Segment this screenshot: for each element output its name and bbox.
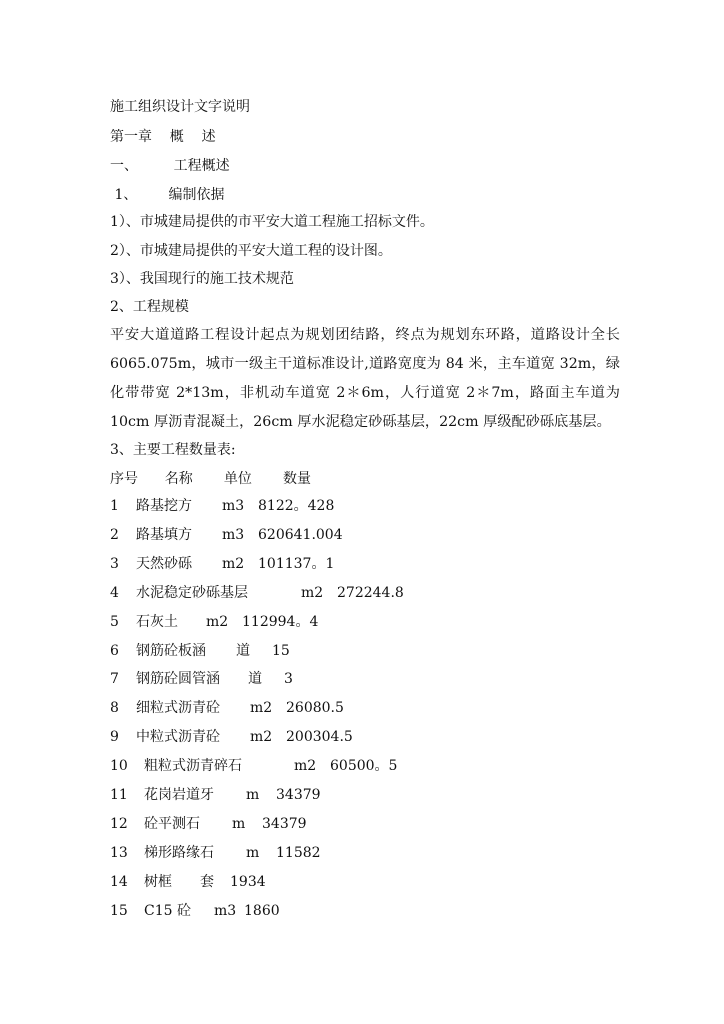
table-row xyxy=(110,497,334,515)
row-item-name: 中粒式沥青砼 xyxy=(136,729,220,745)
row-quantity: 11582 xyxy=(276,845,321,861)
table-row xyxy=(110,786,321,804)
row-item-name: C15 砼 xyxy=(144,903,191,919)
row-quantity: 15 xyxy=(272,643,290,659)
row-quantity: 1934 xyxy=(230,874,266,890)
row-quantity: 112994。4 xyxy=(242,614,319,630)
row-unit: m3 xyxy=(214,903,237,919)
table-row xyxy=(110,642,290,660)
row-number: 9 xyxy=(110,729,119,745)
row-quantity: 101137。1 xyxy=(258,556,335,572)
table-row xyxy=(110,584,404,602)
basis-item: 1）、市城建局提供的市平安大道工程施工招标文件。 xyxy=(110,214,434,230)
row-item-name: 树框 xyxy=(144,874,172,890)
row-unit: m2 xyxy=(250,700,273,716)
row-item-name: 粗粒式沥青碎石 xyxy=(144,758,242,774)
row-number: 8 xyxy=(110,700,119,716)
row-quantity: 60500。5 xyxy=(330,758,398,774)
row-quantity: 34379 xyxy=(262,816,307,832)
subsection-heading-quantities: 3、主要工程数量表: xyxy=(110,442,236,458)
row-quantity: 26080.5 xyxy=(286,700,344,716)
row-unit: m xyxy=(232,816,246,832)
row-unit: 套 xyxy=(200,874,214,890)
row-number: 1 xyxy=(110,498,119,514)
row-unit: m2 xyxy=(206,614,229,630)
row-number: 13 xyxy=(110,845,128,861)
table-row xyxy=(110,699,344,717)
row-number: 12 xyxy=(110,816,128,832)
row-item-name: 细粒式沥青砼 xyxy=(136,700,220,716)
row-item-name: 路基挖方 xyxy=(136,498,192,514)
table-row xyxy=(110,728,353,746)
row-item-name: 花岗岩道牙 xyxy=(144,787,214,803)
row-unit: m2 xyxy=(301,585,324,601)
row-number: 4 xyxy=(110,585,119,601)
scale-paragraph: 平安大道道路工程设计起点为规划团结路，终点为规划东环路，道路设计全长6065.075m，城市一级主干道标准设计,道路宽度为 84 米，主车道宽 32m，绿化带带宽 2*13m，非机动车道宽 2＊6m，人行道宽 2＊7m，路面主车道为10cm 厚沥青混凝土，26cm 厚水泥稳定砂砾基层，22cm 厚级配砂砾底基层。 xyxy=(110,327,620,430)
basis-item: 3）、我国现行的施工技术规范 xyxy=(110,271,294,287)
subsection-heading-basis: 1、 编制依据 xyxy=(110,187,225,203)
table-row xyxy=(110,613,318,631)
row-unit: m2 xyxy=(250,729,273,745)
row-number: 10 xyxy=(110,758,128,774)
document-title: 施工组织设计文字说明 xyxy=(110,99,250,115)
row-quantity: 3 xyxy=(284,671,293,687)
row-item-name: 砼平测石 xyxy=(144,816,200,832)
row-number: 15 xyxy=(110,903,128,919)
table-row xyxy=(110,670,293,688)
row-unit: 道 xyxy=(236,643,250,659)
row-quantity: 200304.5 xyxy=(286,729,353,745)
table-row xyxy=(110,873,266,891)
row-unit: m xyxy=(246,845,260,861)
row-number: 11 xyxy=(110,787,128,803)
table-row xyxy=(110,844,321,862)
row-item-name: 钢筋砼板涵 xyxy=(136,643,206,659)
basis-item: 2）、市城建局提供的平安大道工程的设计图。 xyxy=(110,243,392,259)
row-item-name: 梯形路缘石 xyxy=(144,845,214,861)
row-item-name: 天然砂砾 xyxy=(136,556,192,572)
row-quantity: 8122。428 xyxy=(258,498,335,514)
row-unit: m2 xyxy=(222,556,245,572)
row-quantity: 34379 xyxy=(276,787,321,803)
row-number: 3 xyxy=(110,556,119,572)
row-number: 2 xyxy=(110,527,119,543)
row-item-name: 路基填方 xyxy=(136,527,192,543)
row-unit: m3 xyxy=(222,498,245,514)
row-quantity: 272244.8 xyxy=(337,585,404,601)
table-row xyxy=(110,526,343,544)
row-number: 7 xyxy=(110,671,119,687)
row-number: 14 xyxy=(110,874,128,890)
row-unit: m3 xyxy=(222,527,245,543)
row-unit: 道 xyxy=(248,671,262,687)
row-unit: m xyxy=(246,787,260,803)
row-unit: m2 xyxy=(294,758,317,774)
row-item-name: 钢筋砼圆管涵 xyxy=(136,671,220,687)
chapter-heading: 第一章 概 述 xyxy=(110,129,216,145)
table-row xyxy=(110,902,280,920)
table-row xyxy=(110,757,397,775)
row-item-name: 水泥稳定砂砾基层 xyxy=(136,585,248,601)
row-quantity: 1860 xyxy=(244,903,280,919)
subsection-heading-scale: 2、工程规模 xyxy=(110,299,189,315)
row-item-name: 石灰土 xyxy=(136,614,178,630)
section-heading: 一、 工程概述 xyxy=(110,158,230,174)
row-number: 5 xyxy=(110,614,119,630)
row-quantity: 620641.004 xyxy=(258,527,343,543)
table-row xyxy=(110,815,307,833)
table-header: 序号 名称 单位 数量 xyxy=(110,471,312,487)
table-row xyxy=(110,555,334,573)
row-number: 6 xyxy=(110,643,119,659)
